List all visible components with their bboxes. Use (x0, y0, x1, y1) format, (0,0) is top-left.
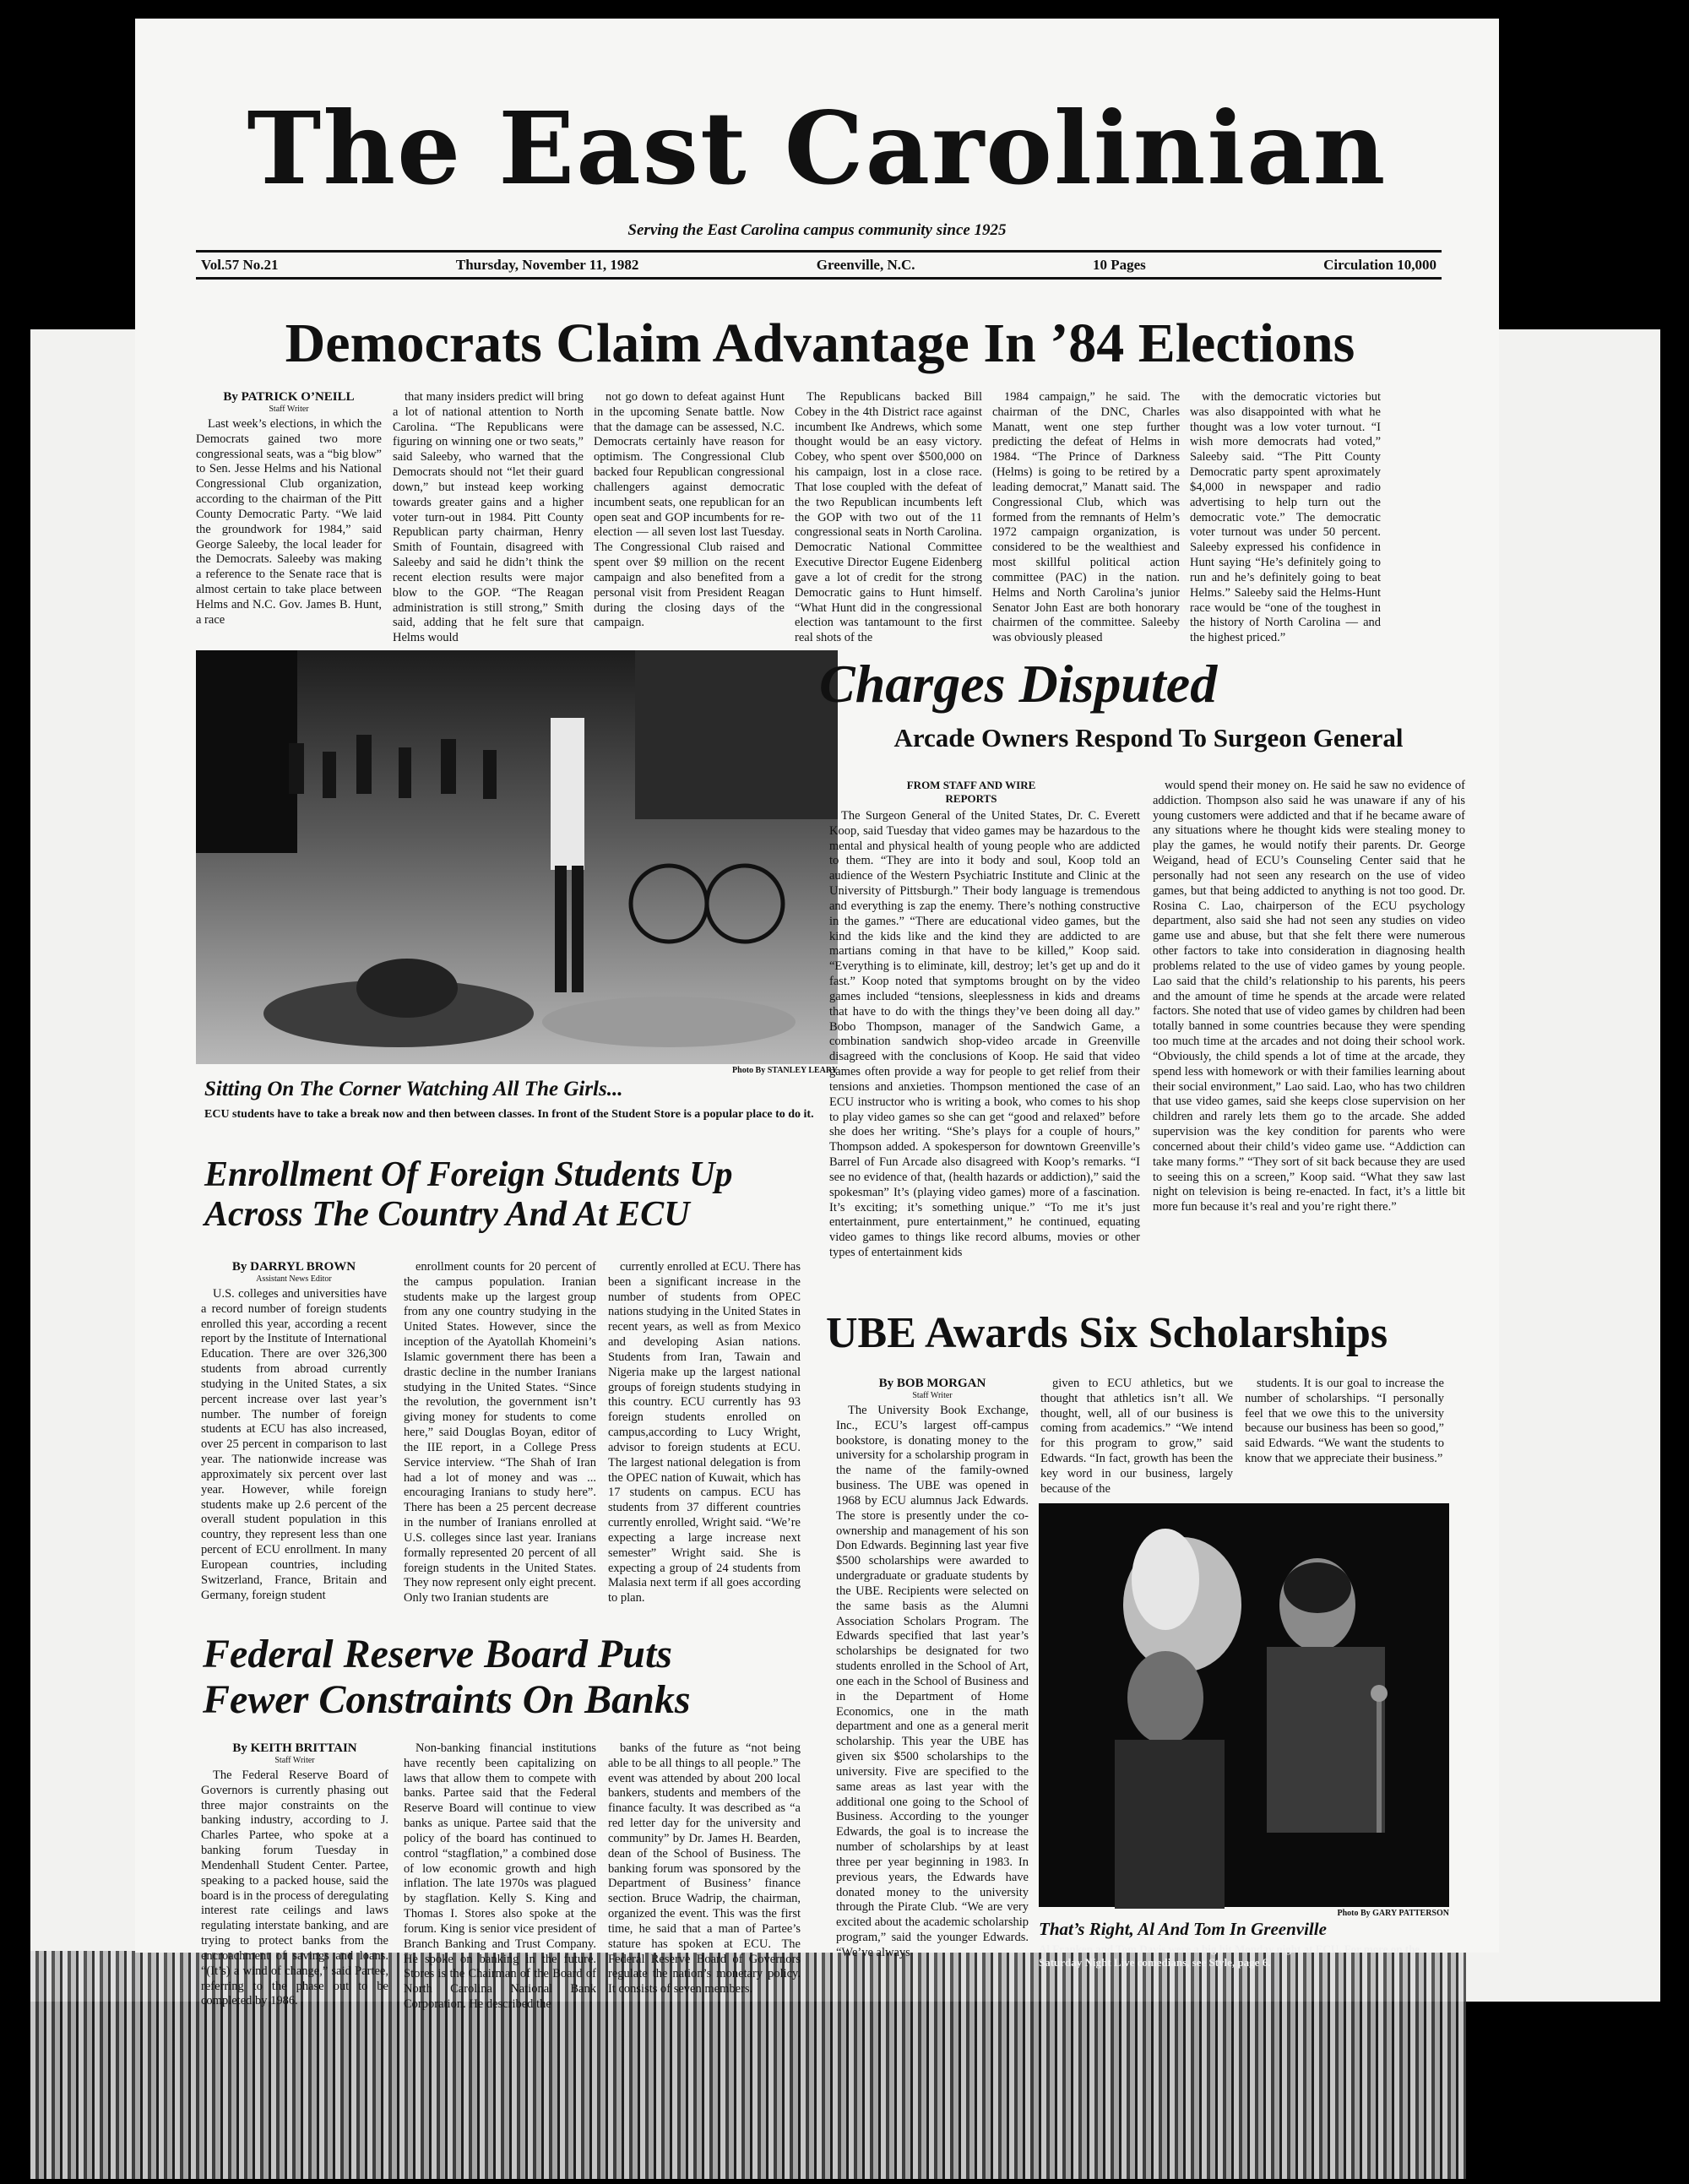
enroll-col-1 (201, 1260, 387, 1625)
circulation: Circulation 10,000 (1323, 257, 1436, 273)
ube-text-1: The University Book Exchange, Inc., ECU’s largest off-campus bookstore, is donating money to the university for a scholarship program in the name of the family-owned business. The UBE was opened in 1968 by ECU alumnus Jack Edwards. The store is presently under the co-ownership and management of his son Don Edwards. Beginning last year five $500 scholarships were awarded to undergraduate or graduate students by the UBE. Recipients were selected on the same basis as the Alumni Association Scholars Program. The Edwards specified that last year’s scholarships be designated for two students enrolled in the School of Art, one each in the School of Business and in the Department of Home Economics, one in the math department and one as a general merit scholarship. This year the UBE has given six $500 scholarships to the university. Five are specified to the same areas as last year with the additional one going to the School of Business. According to the younger Edwards, the goal is to increase the number of scholarships by at least three per year beginning in 1983. In previous years, the Edwards have donated money to the university through the Pirate Club. “We are very excited about the academic scholarship program,” said the younger Edwards. “We’ve always (836, 1404, 1029, 1959)
lead-text-1: Last week’s elections, in which the Democrats gained two more congressional seats, was a “big blow” to Sen. Jesse Helms and his National Congressional Club organization, according to the chairman of the Pitt County Democratic Party. “We laid the groundwork for 1984,” said George Saleeby, the local leader for the Democrats. Saleeby was making a reference to the Senate race that is almost certain to take place between Helms and N.C. Gov. James B. Hunt, a race (196, 417, 382, 627)
charges-col-2: would spend their money on. He said he saw no evidence of addiction. Thompson also said he was unaware if any of his young customers were addicted and that if he became aware of any situations where he thought kids were stealing money to play the games, he would notify their parents. Dr. George Weigand, head of ECU’s Counseling Center said that he personally had not seen any research on the use of video games, but that being addicted to anything is not too good. Dr. Rosina C. Lao, chairperson of the ECU psychology department, also said she had not seen any studies on video game use and abuse, but that she felt there were numerous other factors to take into consideration in diagnosing health problems related to the use of video games by young people. Lao said that the child’s relationship to his parents, his peers and the amount of time he spends at the arcade were related factors. She noted that use of video games by children had been totally banned in some countries because they were spending too much time at the arcades and not doing their school work. “Obviously, the child spends a lot of time at the arcade, they spend less with homework or with their families learning about their social environment,” Lao said. Lao, who has two children that use video games, said she keeps close supervision on her children and rarely lets them go to the arcade. She added supervision was the key condition for parents who were concerned about their child’s video game use. “Addiction can take many forms.” “They sort of sit back because they are used to seeing this on a screen,” Koop said. “What they saw last night on television is being re-enacted. In fact, it’s a little bit more fun because it’s real and you’re right there.” (1153, 779, 1465, 1214)
students-photo-image (196, 650, 838, 1064)
charges-byline: FROM STAFF AND WIRE REPORTS (906, 779, 1036, 805)
issue-place: Greenville, N.C. (816, 257, 915, 273)
enroll-text-1: U.S. colleges and universities have a record number of foreign students enrolled this year, according a recent report by the Institute of International Education. There are over 326,300 students from abroad currently studying in the United States, a six percent increase over last year’s number. The number of foreign students at ECU has also increased, over 25 percent in comparison to last year. The nationwide increase was approximately six percent over last year. However, while foreign students make up 2.6 percent of the overall student population in this country, they represent less than one percent of ECU enrollment. In many European countries, including Switzerland, France, Britain and Germany, foreign student (201, 1287, 387, 1602)
photo2-credit: Photo By GARY PATTERSON (1337, 1909, 1449, 1918)
lead-headline: Democrats Claim Advantage In ’84 Elections (285, 312, 1355, 374)
photo1-caption-head: Sitting On The Corner Watching All The Girls... (204, 1078, 623, 1100)
ube-col-1 (836, 1377, 1029, 1959)
enroll-headline-line-1: Enrollment Of Foreign Students Up (204, 1155, 733, 1194)
enroll-staff: Assistant News Editor (256, 1274, 332, 1284)
ube-headline: UBE Awards Six Scholarships (826, 1309, 1388, 1357)
masthead-rule-bottom (196, 277, 1442, 280)
fed-headline (203, 1632, 844, 1723)
charges-subhead: Arcade Owners Respond To Surgeon General (893, 723, 1404, 752)
enroll-headline-line-2: Across The Country And At ECU (204, 1195, 690, 1235)
issue-date: Thursday, November 11, 1982 (455, 257, 639, 273)
volume-number: Vol.57 No.21 (201, 257, 279, 273)
charges-headline: Charges Disputed (819, 654, 1218, 714)
enroll-col-3: currently enrolled at ECU. There has been a significant increase in the number of students from OPEC nations studying in the United States in recent years, as well as from Mexico and developing Asian nations. Students from Iran, Tawain and Nigeria make up the largest national groups of foreign students studying in this country. ECU currently has 93 foreign students enrolled on campus,according to Lucy Wright, advisor to foreign students at ECU. The largest national delegation is from the OPEC nation of Kuwait, which has 17 students on campus. ECU has students from 37 different countries currently enrolled, Wright said. “We’re expecting a large increase next semester” Wright said. She is expecting a group of 24 students from Malasia next term if all goes according to plan. (608, 1260, 801, 1605)
lead-byline: By PATRICK O’NEILL (223, 390, 355, 404)
lead-col-4: The Republicans backed Bill Cobey in the 4th District race against incumbent Ike Andrews, which some thought would be an easy victory. Cobey, who spent over $500,000 on his campaign, lost in a close race. That lose coupled with the defeat of the two Republican incumbents left the GOP with two out of the 11 congressional seats in North Carolina. Democratic National Committee Executive Director Eugene Eidenberg gave a lot of credit for the strong Democratic gains to Hunt himself. “What Hunt did in the congressional election was tantamount to the first real shots of the (795, 390, 982, 645)
fed-headline-line-2: Fewer Constraints On Banks (203, 1676, 691, 1722)
photo1-caption: ECU students have to take a break now and then between classes. In front of the Student Store is a popular place to do it. (204, 1108, 814, 1121)
fed-text-1: The Federal Reserve Board of Governors is currently phasing out three major constraints on the banking industry, according to J. Charles Partee, who spoke at a banking forum Tuesday in Mendenhall Student Center. Partee, speaking to a packed house, said the board is in the process of deregulating interest rate ceilings and laws regulating interstate banking, and are trying to protect banks from the encroachment of savings and loans. “(It’s) a wind of change,” said Partee, referring to the phase out to be completed by 1986. (201, 1768, 388, 2008)
fed-headline-line-1: Federal Reserve Board Puts (203, 1632, 672, 1676)
lead-col-2: that many insiders predict will bring a lot of national attention to North Carolina. “The Republicans were figuring on winning one or two seats,” said Saleeby, who warned that the Democrats should not “let their guard down,” but instead keep working towards greater gains and a higher voter turn-out in 1984. Pitt County Republican party chairman, Henry Smith of Fountain, disagreed with Saleeby and said he didn’t think the recent election results were major blow to the GOP. “The Reagan administration is still strong,” Smith said, adding that he felt sure that Helms would (393, 390, 584, 645)
fed-col-3: banks of the future as “not being able to be all things to all people.” The event was attended by about 200 local bankers, students and members of the finance faculty. It was described as “a red letter day for the university and community” by Dr. James H. Bearden, dean of the School of Business. The banking forum was sponsored by the Department of Business’ finance section. Bruce Wadrip, the chairman, organized the event. This was the first time, he said that a man of Partee’s stature has spoken at ECU. The Federal Reserve Board of Governors regulate the nation’s monetary policy. It consists of seven members. (608, 1741, 801, 1997)
masthead-rule-top (196, 250, 1442, 253)
fed-staff: Staff Writer (274, 1756, 315, 1765)
masthead-info-bar (196, 257, 1442, 274)
students-photo (196, 650, 838, 1064)
enroll-col-2: enrollment counts for 20 percent of the campus population. Iranian students make up the largest group from any one country studying in the United States. However, since the inception of the Ayatollah Khomeini’s Islamic government there has been a drastic decline in the number Iranians studying in the United States. “Since the revolution, the government isn’t giving money for students to come here,” said Douglas Boyan, editor of the IIE report, in a College Press Service interview. “The Shah of Iran had a lot of money and was ... encouraging Iranians to study here”. There has been a 25 percent decrease in the number of Iranians enrolled at U.S. colleges since last year. Iranians formally represented 20 percent of all foreign students in the United States. They now represent only eight precent. Only two Iranian students are (404, 1260, 596, 1605)
enroll-byline: By DARRYL BROWN (231, 1260, 356, 1274)
comedians-photo-image (1039, 1503, 1449, 1907)
charges-col-1: The Surgeon General of the United States, Dr. C. Everett Koop, said Tuesday that video games may be hazardous to the mental and physical health of young people who are addicted to them. “They are into it body and soul, Koop told an audience of the Western Psychiatric Institute and Clinic at the University of Pittsburgh.” Their body language is tremendous and everything is zap the enemy. There’s nothing constructive in the games.” “There are educational video games, but the kind the kids like and the kind they are addicted to are martians coming in that have to be killed,” Koop said. “Everything is to eliminate, kill, destroy; let’s get up and do it fast.” Koop noted that symptoms brought on by the video games included “tensions, sleeplessness in kids and dreams that have to do with the things they’ve been doing all day.” Bobo Thompson, manager of the Sandwich Game, a combination sandwich shop-video arcade in Greenville disagreed with the conclusions of Koop. He said that video games often provide a way for people to get relief from their tensions and anxieties. Thompson mentioned the case of an ECU instructor who is writing a book, who comes to his shop to play video games so she can get “good and relaxed” before she does her writing. “She’s plays for a couple of hours,” Thompson added. A spokesperson for downtown Greenville’s Barrel of Fun Arcade also disagreed with Koop’s remarks. “I see no evidence of that, (health hazards or addiction),” said the spokesman” It’s (playing video games) more of a fascination. It’s exciting; it’s something unique.” “To me it’s just entertainment, pure entertainment,” he continued, equating video games to things like record albums, movies or other types of entertainment kids (829, 809, 1140, 1260)
photo2-caption-head: That’s Right, Al And Tom In Greenville (1039, 1919, 1327, 1939)
photo2-caption: Al Franken and Tom Davis were a big hit Monday night at ECU. For more on the Saturday Night Live comedians, see Style, page 6. (1039, 1942, 1420, 1969)
comedians-photo (1039, 1503, 1449, 1907)
photo1-credit: Photo By STANLEY LEARY (732, 1066, 838, 1075)
lead-col-6: with the democratic victories but was also disappointed with what he thought was a low voter turnout. “I wish more democrats had voted,” Saleeby said. “The Pitt County Democratic party spent aproximately $4,000 in newspaper and radio advertising to help turn out the democratic vote.” The democratic voter turnout was under 50 percent. Saleeby expressed his confidence in Hunt saying “He’s definitely going to run and he’s definitely going to beat Helms.” Saleeby said the Helms-Hunt race would be “one of the toughest in the history of North Carolina — and the highest priced.” (1190, 390, 1381, 645)
lead-col-3: not go down to defeat against Hunt in the upcoming Senate battle. Now that the damage can be assessed, N.C. Democrats certainly have reason for optimism. The Congressional Club backed four Republican congressional challengers against democratic incumbent seats, one republican for an open seat and GOP incumbents for re-election — all seven lost last Tuesday. The Congressional Club raised and spent over $9 million on the recent campaign and also benefited from a personal visit from President Reagan during the closing days of the campaign. (594, 390, 785, 630)
lead-col-5: 1984 campaign,” he said. The chairman of the DNC, Charles Manatt, went one step further predicting the defeat of Helms in 1984. “The Prince of Darkness (Helms) is going to be retired by a leading democrat,” Manatt said. The Congressional Club, which was formed from the remnants of Helm’s 1972 campaign organization, is considered to be the wealthiest and most skillful political action committee (PAC) in the nation. Helms and North Carolina’s junior Senator John East are both honorary chairmen of the committee. Saleeby was obviously pleased (992, 390, 1180, 645)
lead-staff: Staff Writer (269, 405, 309, 414)
enroll-headline (204, 1155, 846, 1235)
fed-col-2: Non-banking financial institutions have recently been capitalizing on laws that allow them to compete with banks. Partee said that the Federal Reserve Board will continue to view banks as unique. Partee said that the policy of the board has continued to control “stagflation,” a combined dose of low economic growth and high inflation. The late 1970s was plagued by stagflation. Kelly S. King and Thomas I. Stores also spoke at the forum. King is senior vice president of Branch Banking and Trust Company. He spoke on banking in the future. Stores is the Chairman of the Board of North Carolina National Bank Corporation. He described the (404, 1741, 596, 2012)
page-count: 10 Pages (1092, 257, 1146, 273)
ube-col-3: students. It is our goal to increase the number of scholarships. “I personally feel that we owe this to the university because our business has been so good,” said Edwards. “We want the students to know that we appreciate their business.” (1245, 1377, 1444, 1466)
ube-staff: Staff Writer (912, 1391, 953, 1400)
masthead-title: The East Carolinian (247, 90, 1388, 207)
masthead-tagline: Serving the East Carolina campus community since 1925 (627, 221, 1007, 239)
ube-col-2: given to ECU athletics, but we thought that athletics isn’t all. We thought, well, all of our business is coming from academics.” “We intend for this program to grow,” said Edwards. “In fact, growth has been the key word in our business, largely because of the (1040, 1377, 1233, 1496)
lead-col-1 (196, 390, 382, 671)
ube-byline: By BOB MORGAN (878, 1377, 986, 1390)
fed-col-1 (201, 1741, 388, 2008)
fed-byline: By KEITH BRITTAIN (232, 1741, 357, 1755)
